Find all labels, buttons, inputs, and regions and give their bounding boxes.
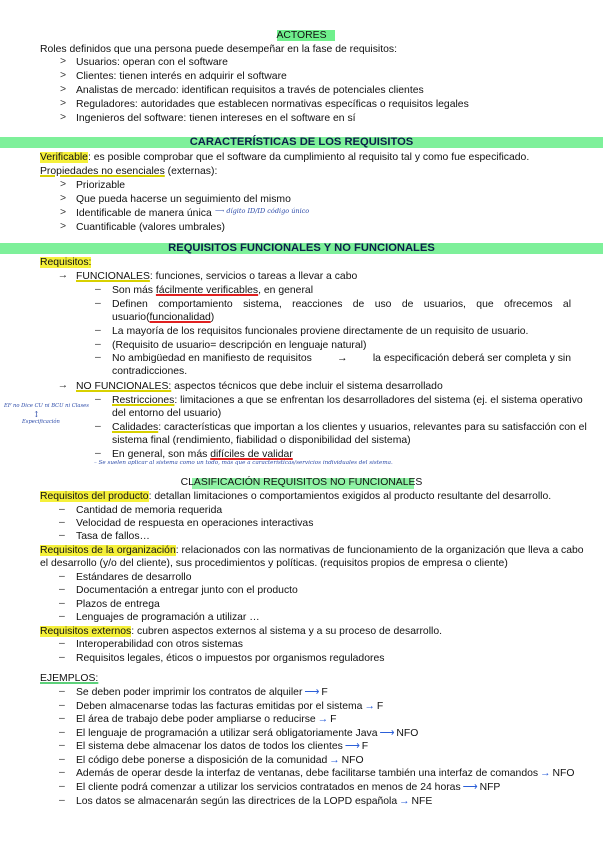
- list-item: Analistas de mercado: identifican requisitos a través de potenciales clientes: [76, 85, 424, 96]
- dash-bullet: –: [59, 571, 65, 582]
- example-item: [76, 781, 500, 794]
- funcionales-text: : funciones, servicios o tareas a llevar a cabo: [149, 271, 358, 282]
- handwritten-arrow-icon: →: [364, 701, 375, 712]
- chevron-bullet-icon: >: [59, 221, 67, 232]
- example-tag: F: [321, 687, 328, 698]
- externos-term: Requisitos externos: [40, 626, 132, 637]
- list-item: Usuarios: operan con el software: [76, 57, 228, 68]
- example-text: El código debe ponerse a disposición de la comunidad: [76, 755, 328, 766]
- handwritten-note-nf: – Se suelen aplicar al sistema como un todo, más que a características/servicios individuales del sistema.: [94, 460, 393, 466]
- chevron-bullet-icon: >: [59, 56, 67, 67]
- list-item: La mayoría de los requisitos funcionales proviene directamente de un requisito de usuario.: [112, 326, 529, 337]
- underlined-text: fácilmente verificables: [155, 285, 259, 296]
- list-item: Identificable de manera única: [76, 208, 212, 219]
- list-item: Plazos de entrega: [76, 599, 160, 610]
- dash-bullet: –: [59, 652, 65, 663]
- propiedades-term: Propiedades no esenciales: [40, 166, 165, 177]
- example-text: El cliente podrá comenzar a utilizar los servicios contratados en menos de 24 horas: [76, 782, 461, 793]
- list-item: Tasa de fallos…: [76, 531, 150, 542]
- handwritten-arrow-icon: ⟶: [379, 728, 395, 739]
- example-tag: F: [330, 714, 337, 725]
- dash-bullet: –: [59, 795, 65, 806]
- list-item: Cantidad de memoria requerida: [76, 505, 223, 516]
- list-item-continuation: [112, 311, 214, 324]
- list-item-text: Son más: [112, 285, 156, 296]
- handwritten-margin-note: EF no Dice CU ni BCU ni Clases: [4, 403, 89, 409]
- example-text: El lenguaje de programación a utilizar será obligatoriamente Java: [76, 728, 378, 739]
- dash-bullet: –: [59, 517, 65, 528]
- list-item: Documentación a entregar junto con el producto: [76, 585, 298, 596]
- dash-bullet: –: [59, 700, 65, 711]
- ejemplos-title-text: EJEMPLOS:: [40, 673, 99, 684]
- dash-bullet: –: [95, 421, 101, 432]
- chevron-bullet-icon: >: [59, 179, 67, 190]
- handwritten-arrow-icon: →: [329, 755, 340, 766]
- producto-text: : detallan limitaciones o comportamientos exigidos al producto resultante del desarrollo.: [148, 491, 552, 502]
- no-funcionales-text: aspectos técnicos que debe incluir el sistema desarrollado: [171, 381, 443, 392]
- externos-definition: [40, 625, 442, 638]
- example-item: [76, 795, 432, 808]
- list-item-text: No ambigüedad en manifiesto de requisitos: [112, 353, 312, 364]
- caracteristicas-title: CARACTERÍSTICAS DE LOS REQUISITOS: [189, 136, 414, 148]
- example-tag: NFP: [479, 782, 501, 793]
- chevron-bullet-icon: >: [59, 112, 67, 123]
- example-item: [76, 713, 336, 726]
- propiedades-text: (externas):: [164, 166, 218, 177]
- dash-bullet: –: [59, 781, 65, 792]
- calidades-term: Calidades: [112, 422, 159, 433]
- list-item-continuation: contradicciones.: [112, 366, 188, 377]
- handwritten-arrow-icon: ⟶: [344, 741, 360, 752]
- example-tag: NFO: [396, 728, 419, 739]
- example-tag: NFE: [411, 796, 433, 807]
- handwritten-arrow-icon: →: [540, 768, 551, 779]
- list-item: Que pueda hacerse un seguimiento del mismo: [76, 194, 291, 205]
- list-item-text: la especificación deberá ser completa y sin: [372, 353, 571, 364]
- producto-definition: [40, 490, 551, 503]
- chevron-bullet-icon: >: [59, 193, 67, 204]
- right-arrow-bullet-icon: →: [57, 270, 69, 281]
- example-text: Los datos se almacenarán según las directrices de la LOPD española: [76, 796, 398, 807]
- underlined-text: difíciles de validar: [210, 449, 293, 460]
- dash-bullet: –: [59, 638, 65, 649]
- calidades-text: : características que importan a los clientes y usuarios, relevantes para su satisfacción con el: [158, 422, 587, 433]
- dash-bullet: –: [59, 611, 65, 622]
- handwritten-arrow-icon: ⟶: [304, 687, 320, 698]
- example-item: [76, 700, 383, 713]
- dash-bullet: –: [59, 530, 65, 541]
- example-text: Deben almacenarse todas las facturas emitidas por el sistema: [76, 701, 363, 712]
- chevron-bullet-icon: >: [59, 207, 67, 218]
- list-item-text: ): [210, 312, 215, 323]
- example-text: Además de operar desde la interfaz de ventanas, debe facilitarse también una interfaz de comandos: [76, 768, 539, 779]
- dash-bullet: –: [59, 740, 65, 751]
- no-funcionales-definition: [76, 380, 443, 393]
- funcionales-term: FUNCIONALES: [76, 271, 150, 282]
- dash-bullet: –: [95, 284, 101, 295]
- dash-bullet: –: [59, 598, 65, 609]
- restricciones-term: Restricciones: [112, 395, 175, 406]
- organizacion-text: : relacionados con las normativas de funcionamiento de la organización que lleva a cabo: [175, 545, 584, 556]
- requisitos-label-text: Requisitos:: [40, 257, 92, 268]
- ejemplos-title: [40, 672, 98, 685]
- funcionales-title: REQUISITOS FUNCIONALES Y NO FUNCIONALES: [168, 242, 435, 254]
- example-text: El sistema debe almacenar los datos de todos los clientes: [76, 741, 343, 752]
- dash-bullet: –: [95, 298, 101, 309]
- dash-bullet: –: [59, 754, 65, 765]
- example-item: [76, 727, 418, 740]
- chevron-bullet-icon: >: [59, 84, 67, 95]
- list-item-text: usuario(: [112, 312, 150, 323]
- no-funcionales-term: NO FUNCIONALES:: [76, 381, 172, 392]
- list-item: Velocidad de respuesta en operaciones interactivas: [76, 518, 314, 529]
- list-item: [112, 352, 571, 365]
- funcionales-definition: [76, 270, 357, 283]
- calidades-line: [112, 421, 587, 434]
- dash-bullet: –: [95, 394, 101, 405]
- list-item: Ingenieros del software: tienen intereses en el software en sí: [76, 113, 356, 124]
- handwritten-note-identificable: ⟶ dígito ID/ID código único: [215, 207, 310, 215]
- verificable-text: : es posible comprobar que el software da cumplimiento al requisito tal y como fue especificado.: [87, 152, 530, 163]
- dash-bullet: –: [59, 504, 65, 515]
- handwritten-note-text: dígito ID/ID código único: [226, 207, 310, 215]
- list-item: (Requisito de usuario= descripción en lenguaje natural): [112, 340, 367, 351]
- organizacion-term: Requisitos de la organización: [40, 545, 176, 556]
- handwritten-note-text: Se suelen aplicar al sistema como un todo, más que a características/servicios individuales del sistema.: [98, 460, 393, 466]
- verificable-term: Verificable: [40, 152, 88, 163]
- dash-bullet: –: [95, 325, 101, 336]
- list-item: Cuantificable (valores umbrales): [76, 222, 225, 233]
- list-item: Requisitos legales, éticos o impuestos por organismos reguladores: [76, 653, 385, 664]
- list-item-text: En general, son más: [112, 449, 211, 460]
- organizacion-definition: [40, 544, 584, 557]
- list-item: Estándares de desarrollo: [76, 572, 192, 583]
- list-item-continuation: sistema final (rendimiento, fiabilidad o disponibilidad del sistema): [112, 435, 411, 446]
- verificable-definition: [40, 151, 529, 164]
- example-item: [76, 740, 368, 753]
- restricciones-line: [112, 394, 583, 407]
- example-tag: F: [361, 741, 369, 752]
- example-text: Se deben poder imprimir los contratos de alquiler: [76, 687, 303, 698]
- example-tag: NFO: [552, 768, 575, 779]
- dash-bullet: –: [59, 767, 65, 778]
- dash-bullet: –: [95, 352, 101, 363]
- dash-bullet: –: [95, 448, 101, 459]
- dash-bullet: –: [59, 713, 65, 724]
- requisitos-label: [40, 256, 91, 269]
- list-item-continuation: del entorno del usuario): [112, 408, 222, 419]
- example-item: [76, 754, 364, 767]
- list-item: Lenguajes de programación a utilizar …: [76, 612, 260, 623]
- handwritten-margin-note: Especificación: [22, 419, 60, 425]
- list-item-text: , en general: [258, 285, 314, 296]
- dash-bullet: –: [59, 727, 65, 738]
- list-item: [112, 284, 313, 297]
- list-item: Clientes: tienen interés en adquirir el software: [76, 71, 287, 82]
- example-text: El área de trabajo debe poder ampliarse o reducirse: [76, 714, 316, 725]
- externos-text: : cubren aspectos externos al sistema y a su proceso de desarrollo.: [131, 626, 442, 637]
- list-item: Interoperabilidad con otros sistemas: [76, 639, 243, 650]
- handwritten-arrow-icon: →: [317, 714, 329, 725]
- right-arrow-icon: →: [337, 353, 348, 364]
- example-item: [76, 686, 328, 699]
- right-arrow-bullet-icon: →: [57, 380, 69, 391]
- organizacion-continuation: el desarrollo (y/o del cliente), sus procedimientos y políticas. (requisitos propios de empresa o cliente): [40, 558, 508, 569]
- dash-bullet: –: [95, 339, 101, 350]
- dash-bullet: –: [59, 686, 65, 697]
- example-tag: F: [376, 701, 384, 712]
- underlined-text: funcionalidad: [149, 312, 211, 323]
- handwritten-arrow-icon: ⟶: [462, 782, 478, 793]
- dash-bullet: –: [59, 584, 65, 595]
- chevron-bullet-icon: >: [59, 70, 67, 81]
- example-item: [76, 767, 574, 780]
- producto-term: Requisitos del producto: [40, 491, 149, 502]
- actores-title: ACTORES: [276, 30, 327, 41]
- chevron-bullet-icon: >: [59, 98, 67, 109]
- up-down-arrow-icon: ↕: [33, 410, 40, 419]
- list-item: Priorizable: [76, 180, 126, 191]
- restricciones-text: : limitaciones a que se enfrentan los desarrolladores del sistema (ej. el sistema operativo: [174, 395, 583, 406]
- list-item: Definen comportamiento sistema, reacciones de uso de usuarios, que ofrecemos al: [112, 299, 571, 310]
- propiedades-line: [40, 165, 217, 178]
- example-tag: NFO: [341, 755, 364, 766]
- actores-intro: Roles definidos que una persona puede desempeñar en la fase de requisitos:: [40, 44, 397, 55]
- handwritten-arrow-icon: →: [399, 796, 410, 807]
- list-item: Reguladores: autoridades que establecen normativas específicas o requisitos legales: [76, 99, 469, 110]
- clasificacion-title: CLASIFICACIÓN REQUISITOS NO FUNCIONALES: [180, 477, 423, 488]
